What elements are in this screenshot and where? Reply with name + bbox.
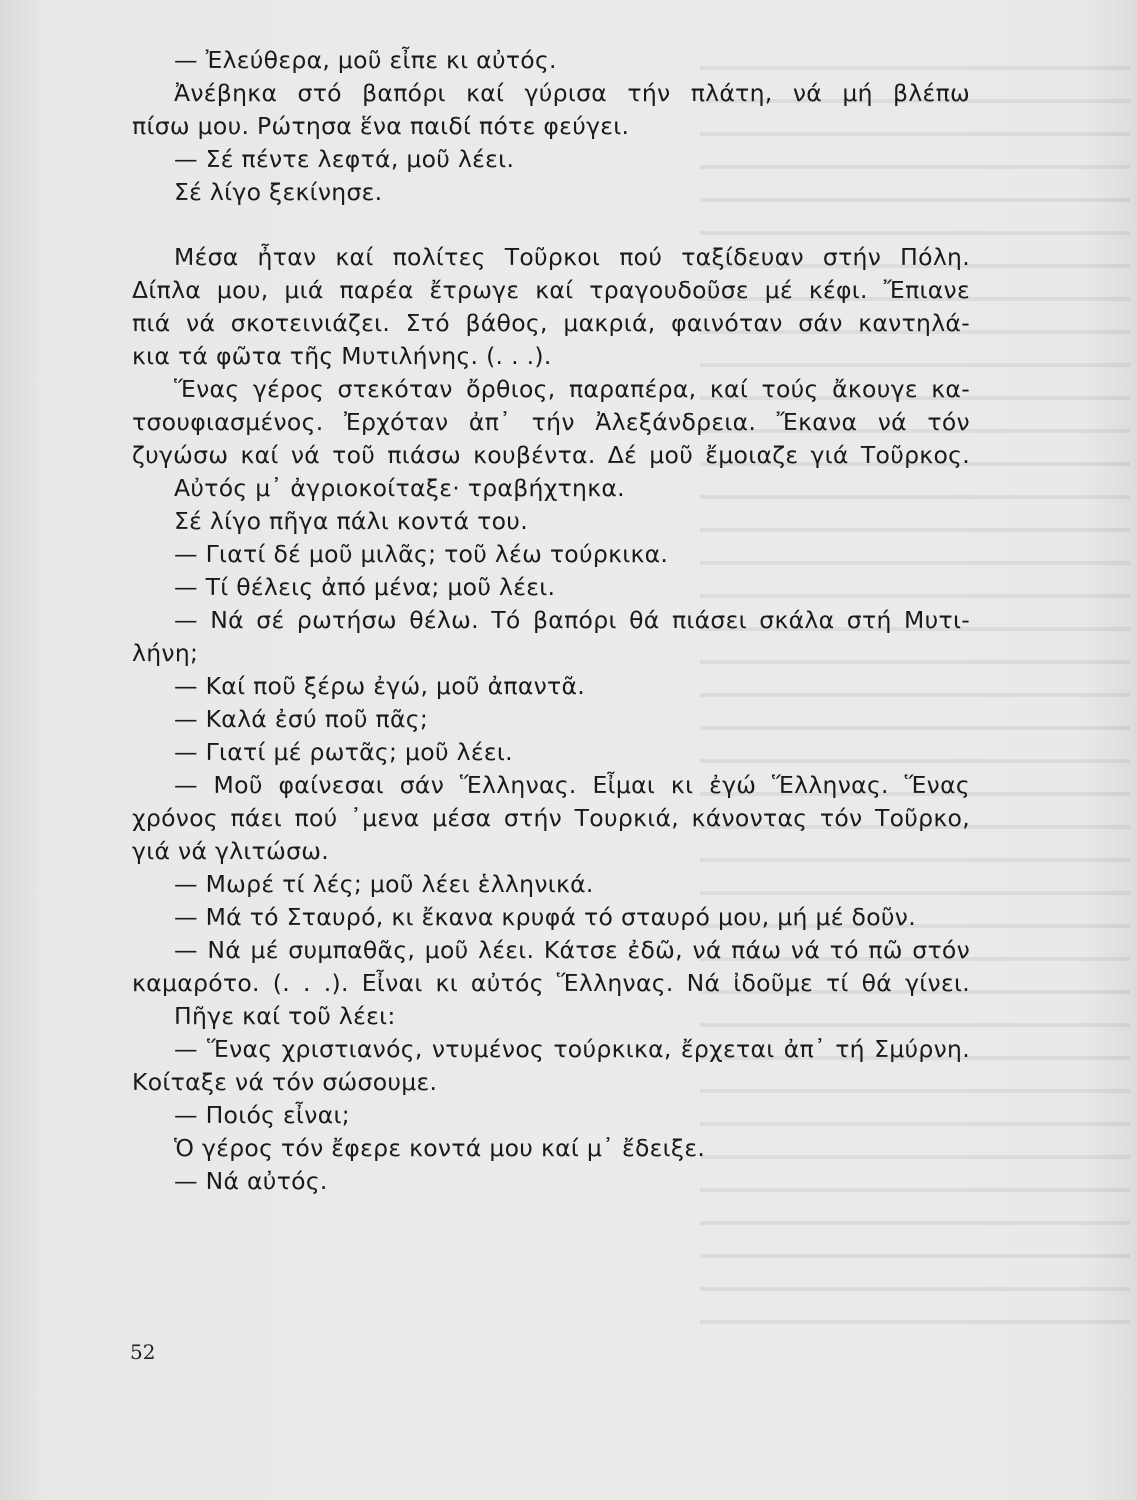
text-line: Ὁ γέρος τόν ἔφερε κοντά μου καί μ᾽ ἔδειξε. (174, 1134, 706, 1162)
text-line: Πῆγε καί τοῦ λέει: (174, 1002, 396, 1030)
text-line: — Ἕνας χριστιανός, ντυμένος τούρκικα, ἔρχεται ἀπ᾽ τή Σμύρνη. (174, 1035, 970, 1063)
text-line: — Γιατί δέ μοῦ μιλᾶς; τοῦ λέω τούρκικα. (174, 540, 669, 568)
text-line: — Γιατί μέ ρωτᾶς; μοῦ λέει. (174, 738, 513, 766)
text-line: ζυγώσω καί νά τοῦ πιάσω κουβέντα. Δέ μοῦ ἔμοιαζε γιά Τοῦρκος. (132, 441, 970, 469)
text-line: Μέσα ἦταν καί πολίτες Τοῦρκοι πού ταξίδευαν στήν Πόλη. (174, 243, 970, 271)
text-line: — Τί θέλεις ἀπό μένα; μοῦ λέει. (174, 573, 556, 601)
text-line: Σέ λίγο ξεκίνησε. (174, 178, 383, 206)
text-line: — Καί ποῦ ξέρω ἐγώ, μοῦ ἀπαντᾶ. (174, 672, 586, 700)
text-line: γιά νά γλιτώσω. (132, 837, 330, 865)
text-line: καμαρότο. (. . .). Εἶναι κι αὐτός Ἕλληνας. Νά ἰδοῦμε τί θά γίνει. (132, 969, 970, 997)
text-line: — Μωρέ τί λές; μοῦ λέει ἑλληνικά. (174, 870, 594, 898)
text-line: — Μοῦ φαίνεσαι σάν Ἕλληνας. Εἶμαι κι ἐγώ Ἕλληνας. Ἕνας (174, 771, 970, 799)
text-line: — Μά τό Σταυρό, κι ἔκανα κρυφά τό σταυρό μου, μή μέ δοῦν. (174, 903, 916, 931)
text-line: Αὐτός μ᾽ ἀγριοκοίταξε· τραβήχτηκα. (174, 474, 625, 502)
text-line: — Νά σέ ρωτήσω θέλω. Τό βαπόρι θά πιάσει σκάλα στή Μυτι- (174, 606, 970, 634)
text-line: Κοίταξε νά τόν σώσουμε. (132, 1068, 438, 1096)
text-line: — Νά μέ συμπαθᾶς, μοῦ λέει. Κάτσε ἐδῶ, νά πάω νά τό πῶ στόν (174, 936, 970, 964)
text-line: Ἕνας γέρος στεκόταν ὄρθιος, παραπέρα, καί τούς ἄκουγε κα- (174, 375, 970, 403)
text-line: πιά νά σκοτεινιάζει. Στό βάθος, μακριά, φαινόταν σάν καντηλά- (132, 309, 970, 337)
text-line: Σέ λίγο πῆγα πάλι κοντά του. (174, 507, 528, 535)
text-line: λήνη; (132, 639, 199, 667)
text-line: — Ἐλεύθερα, μοῦ εἶπε κι αὐτός. (174, 46, 557, 74)
text-line: χρόνος πάει πού ᾽μενα μέσα στήν Τουρκιά, κάνοντας τόν Τοῦρκο, (132, 804, 970, 832)
text-line: τσουφιασμένος. Ἐρχόταν ἀπ᾽ τήν Ἀλεξάνδρεια. Ἔκανα νά τόν (132, 408, 970, 436)
text-line: Δίπλα μου, μιά παρέα ἔτρωγε καί τραγουδοῦσε μέ κέφι. Ἔπιανε (132, 276, 970, 304)
text-line: — Νά αὐτός. (174, 1167, 328, 1195)
page-number: 52 (130, 1340, 156, 1364)
text-line: κια τά φῶτα τῆς Μυτιλήνης. (. . .). (132, 342, 552, 370)
text-line: — Καλά ἐσύ ποῦ πᾶς; (174, 705, 429, 733)
text-line: — Ποιός εἶναι; (174, 1101, 350, 1129)
text-line: — Σέ πέντε λεφτά, μοῦ λέει. (174, 145, 515, 173)
text-line: πίσω μου. Ρώτησα ἕνα παιδί πότε φεύγει. (132, 112, 630, 140)
paragraph-gap (132, 209, 970, 241)
page-body-text (132, 44, 970, 1198)
text-line: Ἀνέβηκα στό βαπόρι καί γύρισα τήν πλάτη, νά μή βλέπω (174, 79, 970, 107)
